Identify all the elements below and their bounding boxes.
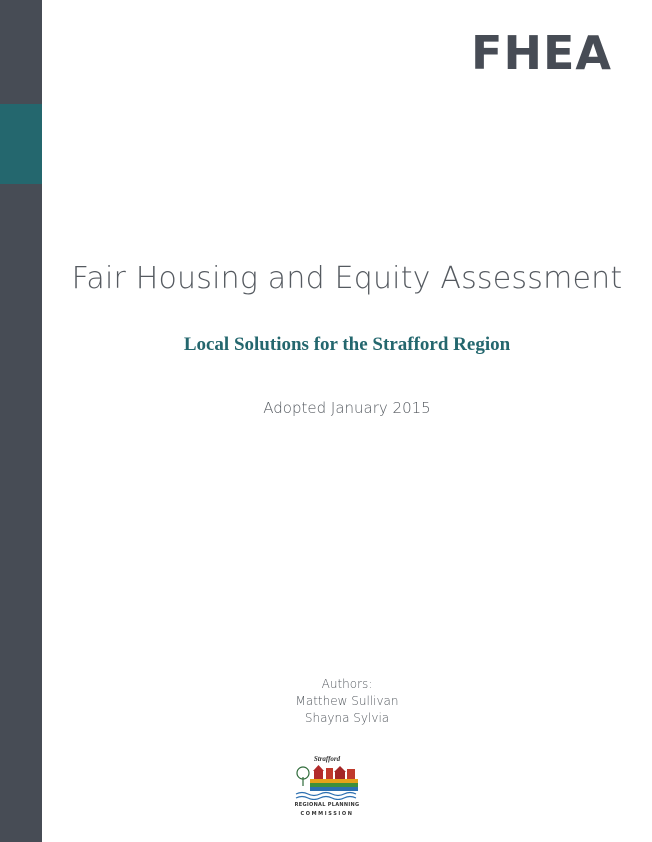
adoption-date: Adopted January 2015 (263, 399, 431, 417)
sidebar-accent-block (0, 104, 42, 184)
document-subtitle: Local Solutions for the Strafford Region (183, 334, 511, 355)
strafford-rpc-logo (290, 755, 364, 819)
authors-block (42, 676, 652, 727)
document-title: Fair Housing and Equity Assessment (71, 261, 623, 296)
authors-label: Authors: (321, 677, 373, 691)
acronym-title: FHEA (471, 26, 612, 80)
author-name: Shayna Sylvia (304, 711, 390, 725)
logo-top-text: Strafford (313, 755, 341, 763)
logo-line-commission: COMMISSION (300, 811, 354, 817)
author-name: Matthew Sullivan (295, 694, 399, 708)
logo-line-regional-planning: REGIONAL PLANNING (294, 802, 360, 808)
logo-landscape-icon (294, 764, 360, 800)
